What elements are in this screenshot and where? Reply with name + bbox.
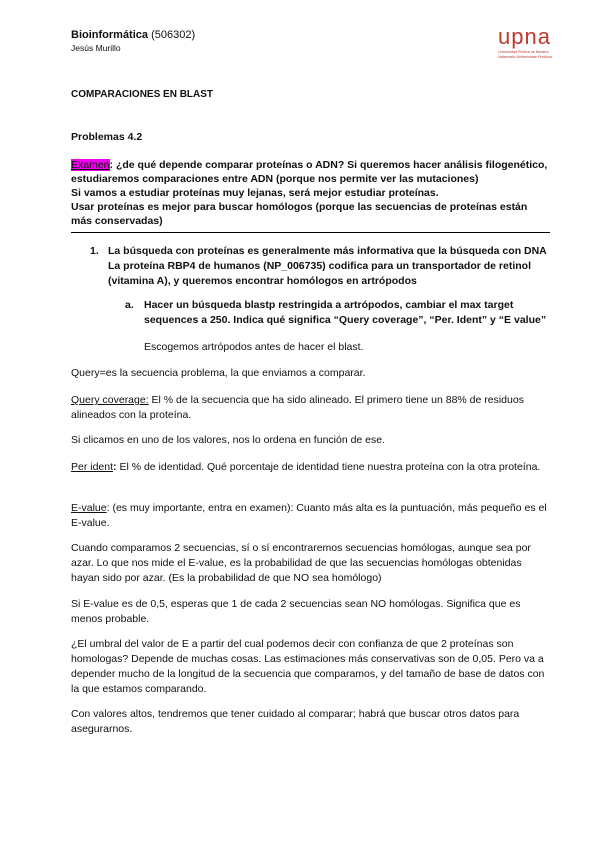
document-title: COMPARACIONES EN BLAST — [71, 89, 214, 100]
course-code: (506302) — [151, 29, 196, 41]
exam-line-3: Usar proteínas es mejor para buscar homólogos (porque las secuencias de proteínas están más conservadas) — [71, 201, 528, 227]
university-logo — [498, 24, 568, 68]
per-ident-text: El % de identidad. Qué porcentaje de identidad tiene nuestra proteína con la otra proteína. — [116, 461, 541, 473]
exam-line-2: Si vamos a estudiar proteínas muy lejanas, será mejor estudiar proteínas. — [71, 187, 439, 199]
per-ident-label: Per ident — [71, 461, 114, 473]
query-coverage-label: Query coverage: — [71, 394, 149, 406]
course-header — [71, 29, 195, 41]
query-coverage-text: El % de la secuencia que ha sido alineado. El primero tiene un 88% de residuos alineados con la proteína. — [71, 394, 524, 421]
author-name: Jesús Murillo — [71, 43, 121, 53]
e-value-text: : (es muy importante, entra en examen): Cuanto más alta es la puntuación, más pequeño es el E-value. — [71, 502, 547, 529]
section-heading: Problemas 4.2 — [71, 131, 143, 143]
paragraph-per-ident — [71, 460, 551, 475]
paragraph-compare: Cuando comparamos 2 secuencias, sí o sí encontraremos secuencias homólogas, aunque sea por azar. Lo que nos mide el E-value, es la probabilidad de que las secuencias homólogas obtenidas hayan sido por azar. (Es la probabilidad de que NO sea homólogo) — [71, 542, 531, 584]
paragraph-high-values: Con valores altos, tendremos que tener cuidado al comparar; habrá que buscar otros datos para asegurarnos. — [71, 708, 520, 735]
e-value-label: E-value — [71, 502, 107, 514]
exam-note — [71, 158, 551, 228]
course-name: Bioinformática — [71, 29, 149, 41]
paragraph-click-sort: Si clicamos en uno de los valores, nos lo ordena en función de ese. — [71, 434, 386, 446]
exam-line-1: : ¿de qué depende comparar proteínas o ADN? Si queremos hacer análisis filogenético, estudiaremos comparaciones entre ADN (porque nos permite ver las mutaciones) — [71, 159, 548, 185]
list-item-1-number: 1. — [90, 245, 99, 257]
logo-subtitle-2: Nafarroako Unibertsitate Publikoa — [498, 55, 552, 59]
paragraph-threshold: ¿El umbral del valor de E a partir del cual podemos decir con confianza de que 2 proteínas son homologas? Depende de muchas cosas. Las estimaciones más conservativas son de 0,05. Pero va a depender mucho de la longitud de la secuencia que comparamos, y del tamaño de base de datos con la que estamos comparando. — [71, 638, 545, 695]
logo-wordmark: upna — [498, 24, 551, 49]
paragraph-query: Query=es la secuencia problema, la que enviamos a comparar. — [71, 367, 366, 379]
paragraph-query-coverage — [71, 393, 551, 423]
logo-subtitle-1: Universidad Pública de Navarra — [498, 50, 549, 54]
divider-rule — [71, 232, 550, 233]
paragraph-e-value — [71, 501, 551, 531]
list-item-a-text: Hacer un búsqueda blastp restringida a artrópodos, cambiar el max target sequences a 250. Indica qué significa “Query coverage”, “Per. Ident” y “E value” — [144, 299, 547, 326]
paragraph-half: Si E-value es de 0,5, esperas que 1 de cada 2 secuencias sean NO homólogas. Significa que es menos probable. — [71, 598, 521, 625]
list-item-1-text: La búsqueda con proteínas es generalmente más informativa que la búsqueda con DNA La proteína RBP4 de humanos (NP_006735) codifica para un transportador de retinol (vitamina A), y queremos encontrar homólogos en artrópodos — [108, 245, 547, 287]
list-item-a-note: Escogemos artrópodos antes de hacer el blast. — [144, 341, 364, 353]
list-item-a-letter: a. — [125, 299, 134, 311]
per-ident-colon: : — [113, 461, 117, 473]
exam-highlight-tag: Examen — [71, 159, 110, 171]
